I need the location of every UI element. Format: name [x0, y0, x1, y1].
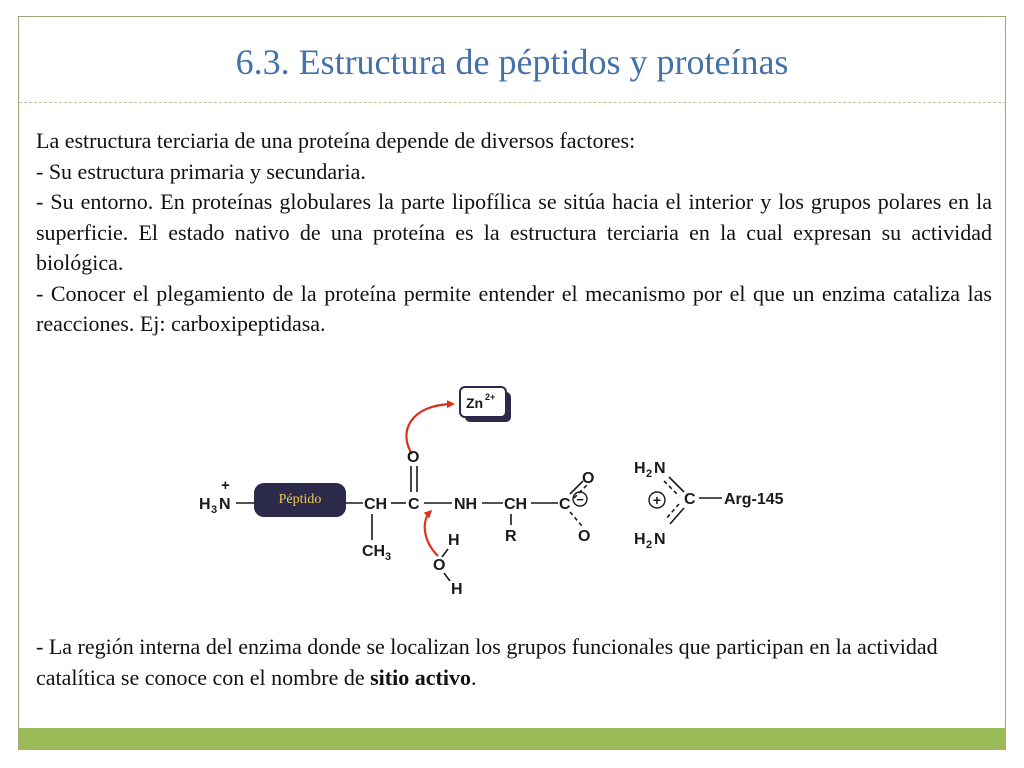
r-group: R	[505, 528, 517, 545]
arg-amine-bottom-h: H	[634, 531, 646, 548]
carboxylate-carbon: C	[559, 496, 571, 513]
arg-label: Arg-145	[724, 491, 784, 508]
paragraph-3: - Su entorno. En proteínas globulares la parte lipofílica se sitúa hacia el interior y los grupos polares en la superficie. El estado nativo de una proteína es la estructura terciaria en la cual expresan su actividad biológica.	[36, 189, 992, 275]
bottom-paragraph	[36, 631, 996, 693]
amide-nh: NH	[454, 496, 478, 513]
n-terminus-n: N	[219, 496, 231, 513]
arg-plus: +	[652, 492, 662, 508]
active-site-term: sitio activo	[370, 665, 471, 690]
bottom-suffix: .	[470, 665, 477, 690]
arg-amine-top-sub: 2	[646, 468, 653, 480]
arg-amine-bottom-n: N	[654, 531, 666, 548]
water-h-top: H	[448, 532, 460, 549]
footer-bar	[19, 728, 1006, 750]
paragraph-1: La estructura terciaria de una proteína depende de diversos factores:	[36, 128, 636, 153]
peptide-box	[254, 483, 346, 517]
arrow-water-attack	[425, 512, 438, 556]
active-site-text	[36, 631, 996, 693]
methyl-sub: 3	[385, 551, 392, 563]
arginine-145	[634, 460, 784, 551]
arg-amine-bottom-sub: 2	[646, 539, 653, 551]
bottom-prefix: - La región interna del enzima donde se localizan los grupos funcionales que participan en la actividad catalítica se conoce con el nombre de	[36, 634, 938, 690]
zinc-label: Zn	[466, 395, 484, 411]
paragraph-4: - Conocer el plegamiento de la proteína permite entender el mecanismo por el que un enzima cataliza las reacciones. Ej: carboxipeptidasa.	[36, 280, 992, 336]
carboxylate-oxygen-top: O	[582, 470, 595, 487]
zinc-ion	[460, 387, 511, 422]
carbonyl-oxygen: O	[407, 449, 420, 466]
methyl-group	[362, 543, 391, 563]
water-h-bottom: H	[451, 581, 463, 598]
methyl-ch: CH	[362, 543, 386, 560]
water-oxygen: O	[433, 557, 446, 574]
water-molecule	[433, 532, 463, 598]
carboxylate-oxygen-bottom: O	[578, 528, 591, 545]
n-terminus	[199, 477, 231, 516]
n-terminus-h: H	[199, 496, 211, 513]
zinc-charge: 2+	[485, 392, 496, 402]
peptide-label: Péptido	[278, 492, 322, 507]
paragraph-2: - Su estructura primaria y secundaria.	[36, 158, 366, 184]
arg-amine-top-h: H	[634, 460, 646, 477]
slide-title: 6.3. Estructura de péptidos y proteínas	[235, 42, 789, 82]
ch-alpha-1: CH	[364, 496, 388, 513]
carbonyl-carbon: C	[408, 496, 420, 513]
arg-central-carbon: C	[684, 491, 696, 508]
arg-amine-top-n: N	[654, 460, 666, 477]
ch-alpha-2: CH	[504, 496, 528, 513]
carboxylate-minus: −	[576, 492, 584, 507]
n-terminus-plus: +	[221, 477, 230, 494]
arrow-to-zinc	[406, 404, 452, 454]
n-terminus-sub: 3	[211, 504, 218, 516]
